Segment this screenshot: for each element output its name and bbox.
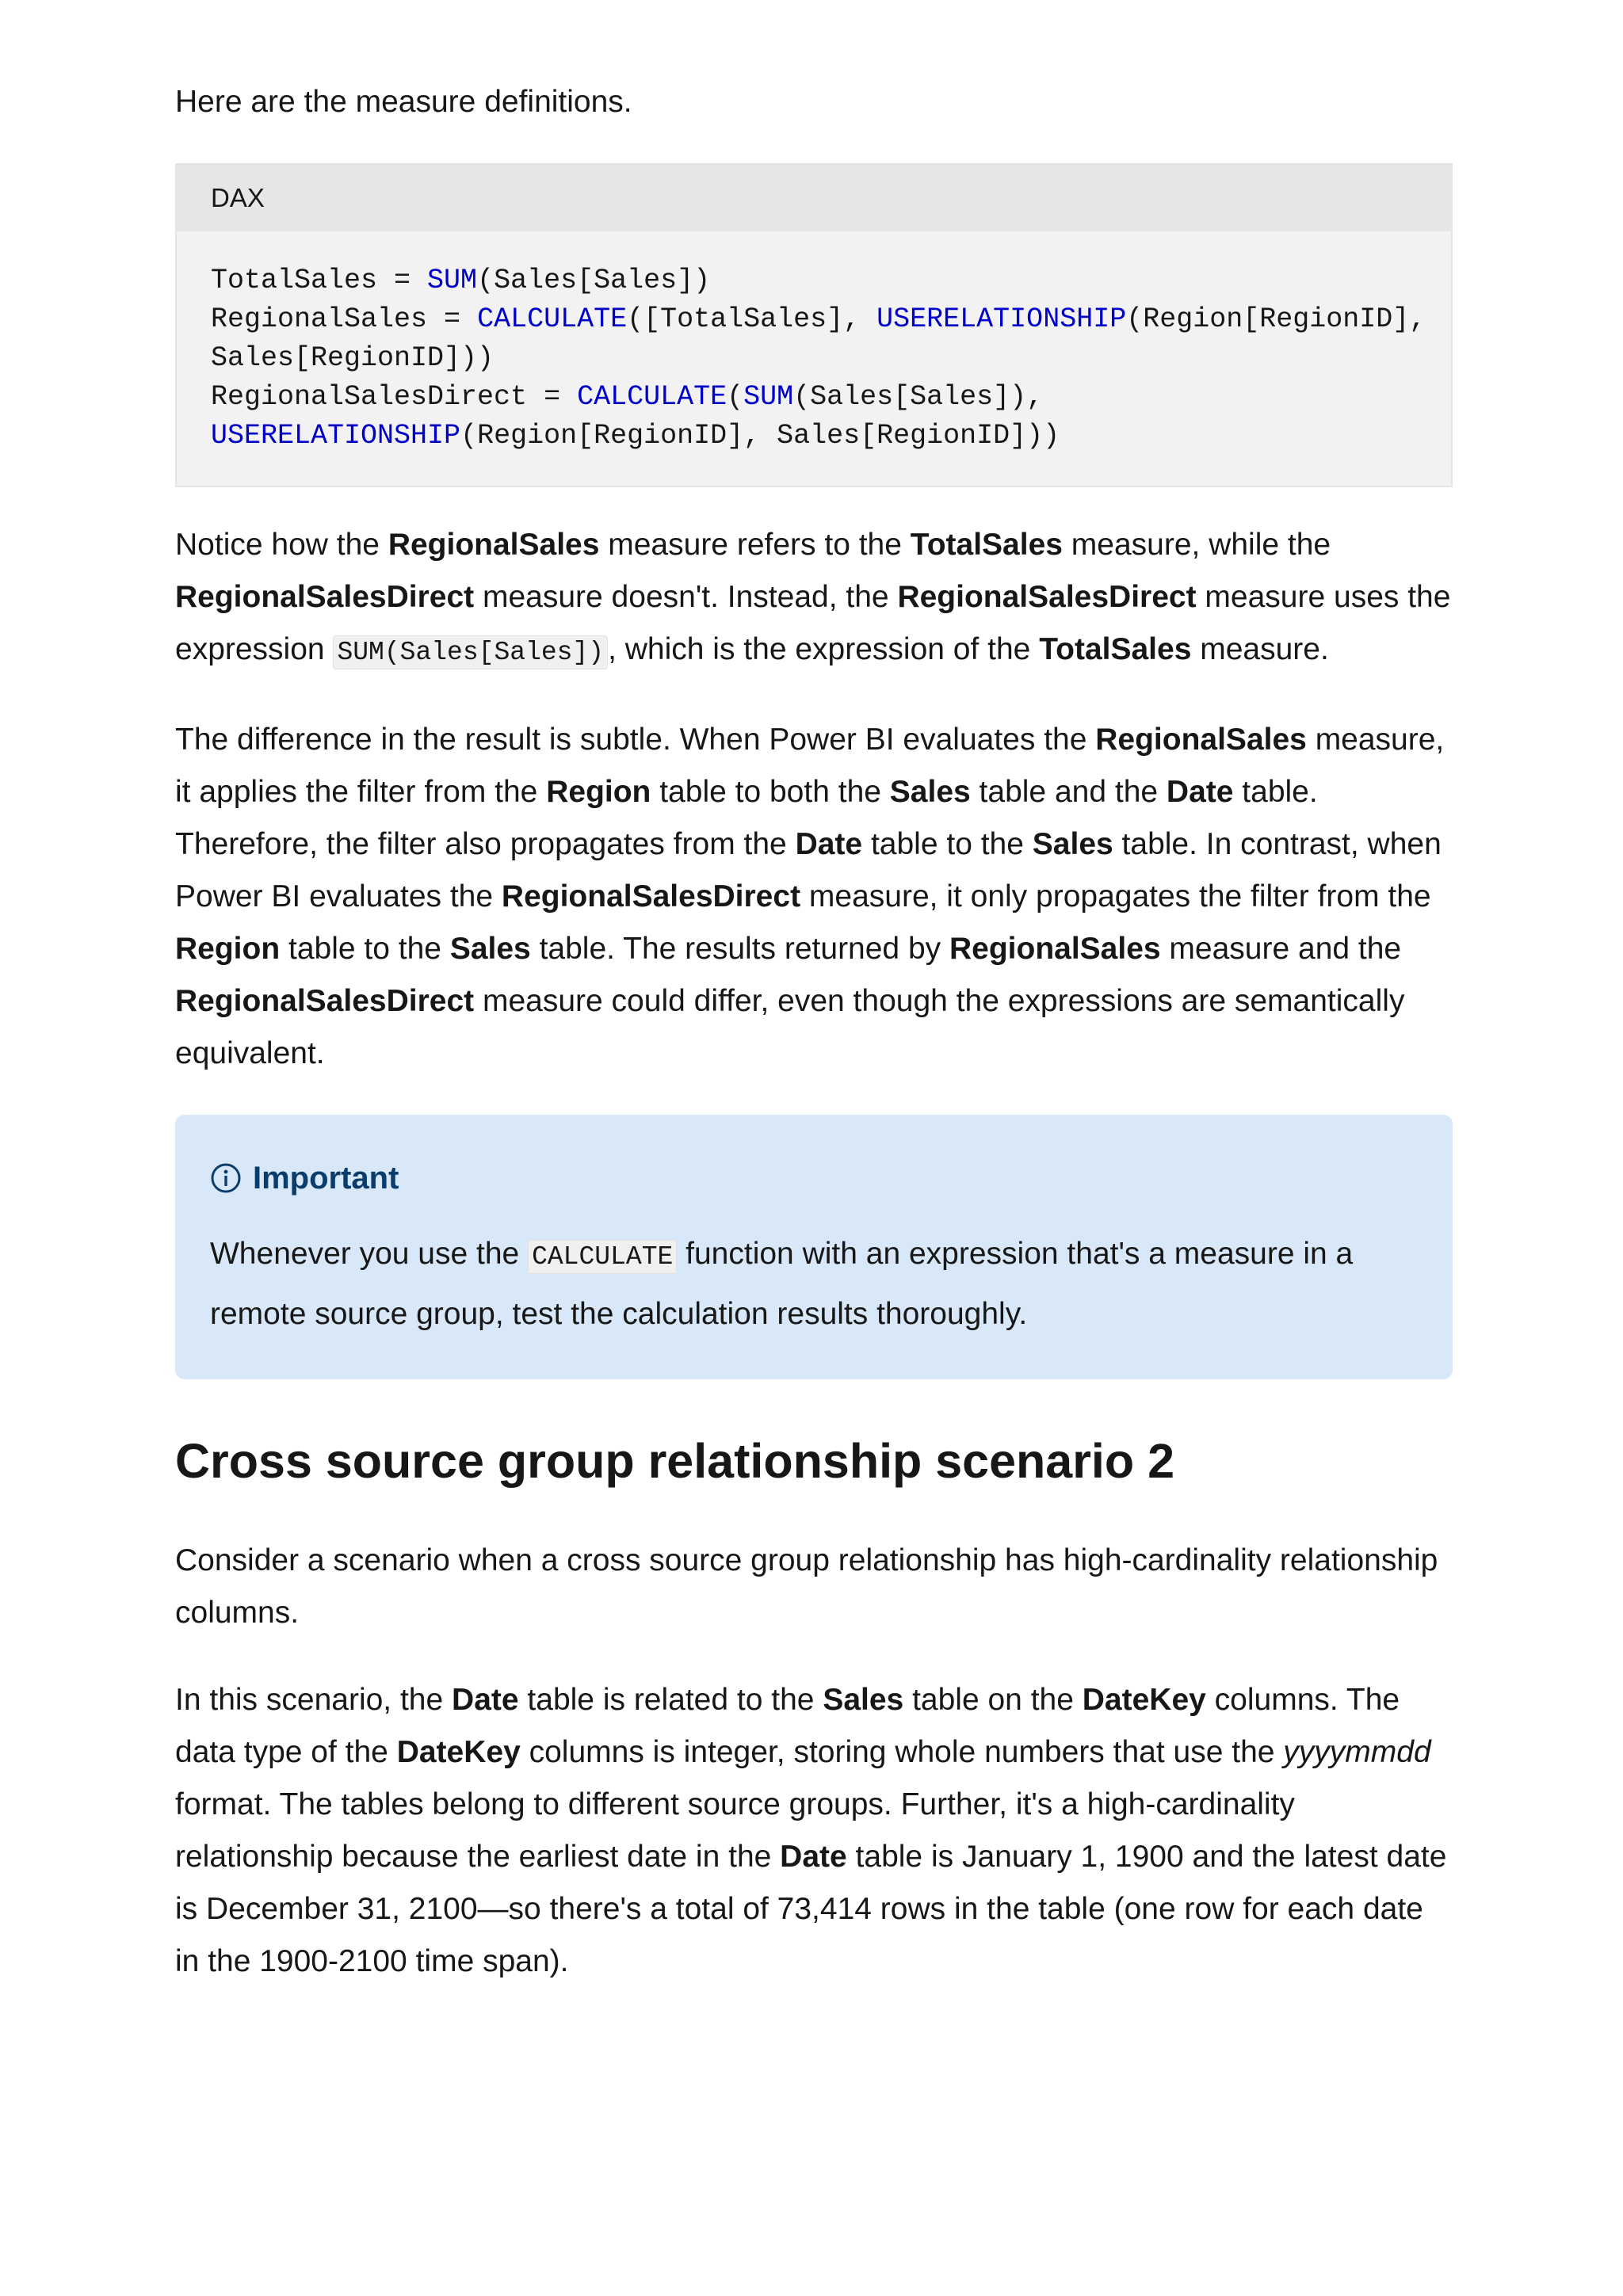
code-keyword: SUM bbox=[427, 265, 478, 296]
code-line: TotalSales = SUM(Sales[Sales]) bbox=[211, 265, 711, 296]
bold-term: TotalSales bbox=[1039, 632, 1192, 666]
bold-term: RegionalSalesDirect bbox=[501, 879, 801, 913]
paragraph-scenario-detail: In this scenario, the Date table is related to the Sales table on the DateKey columns. The data type of the DateKey columns is integer, storing whole numbers that use the yyyymmdd format. The tables belong to different source groups. Further, it's a high-cardinality relationship because the earliest date in the Date table is January 1, 1900 and the latest date is December 31, 2100—so there's a total of 73,414 rows in the table (one row for each date in the 1900-2100 time span). bbox=[175, 1683, 1447, 1978]
inline-code: CALCULATE bbox=[528, 1240, 677, 1274]
italic-term: yyyymmdd bbox=[1283, 1735, 1431, 1769]
bold-term: RegionalSalesDirect bbox=[175, 580, 475, 614]
section-heading: Cross source group relationship scenario 2 bbox=[175, 1434, 1175, 1488]
paragraph-measure-notice: Notice how the RegionalSales measure refers to the TotalSales measure, while the RegionalSalesDirect measure doesn't. Instead, the RegionalSalesDirect measure uses the expression SUM(Sales[Sales]) , which is the expression of the TotalSales measure. bbox=[175, 519, 1453, 679]
code-keyword: CALCULATE bbox=[577, 381, 727, 413]
bold-term: RegionalSalesDirect bbox=[897, 580, 1197, 614]
bold-term: RegionalSales bbox=[949, 932, 1161, 966]
code-line: RegionalSales = CALCULATE([TotalSales], USERELATIONSHIP(Region[RegionID], bbox=[211, 303, 1426, 335]
info-icon bbox=[210, 1162, 242, 1194]
article-content bbox=[175, 76, 1453, 2023]
bold-term: Date bbox=[780, 1840, 847, 1874]
bold-term: Sales bbox=[1032, 827, 1113, 861]
bold-term: DateKey bbox=[396, 1735, 521, 1769]
code-keyword: USERELATIONSHIP bbox=[211, 420, 461, 452]
bold-term: Date bbox=[795, 827, 863, 861]
bold-term: Sales bbox=[449, 932, 531, 966]
callout-title: Important bbox=[253, 1161, 399, 1196]
paragraph-difference: The difference in the result is subtle. When Power BI evaluates the RegionalSales measure, it applies the filter from the Region table to both the Sales table and the Date table. Therefore, the filter also propagates from the Date table to the Sales table. In contrast, when Power BI evaluates the RegionalSalesDirect measure, it only propagates the filter from the Region table to the Sales table. The results returned by RegionalSales measure and the RegionalSalesDirect measure could differ, even though the expressions are semantically equivalent. bbox=[175, 723, 1445, 1070]
callout-header bbox=[210, 1154, 1418, 1202]
bold-term: Region bbox=[546, 775, 651, 809]
important-callout bbox=[175, 1115, 1453, 1379]
intro-paragraph: Here are the measure definitions. bbox=[175, 85, 632, 119]
code-keyword: USERELATIONSHIP bbox=[876, 303, 1127, 335]
code-language-label: DAX bbox=[177, 165, 1451, 231]
inline-code: SUM(Sales[Sales]) bbox=[333, 635, 608, 669]
callout-body: Whenever you use the CALCULATE function with an expression that's a measure in a remote source group, test the calculation results thoroughly. bbox=[210, 1237, 1354, 1331]
code-line: RegionalSalesDirect = CALCULATE(SUM(Sales[Sales]), bbox=[211, 381, 1044, 413]
code-body[interactable] bbox=[177, 231, 1451, 486]
code-keyword: CALCULATE bbox=[477, 303, 628, 335]
paragraph-scenario-intro: Consider a scenario when a cross source group relationship has high-cardinality relationship columns. bbox=[175, 1543, 1438, 1630]
code-line: USERELATIONSHIP(Region[RegionID], Sales[RegionID])) bbox=[211, 420, 1060, 452]
bold-term: Date bbox=[1166, 775, 1234, 809]
bold-term: Sales bbox=[823, 1683, 904, 1717]
code-line: Sales[RegionID])) bbox=[211, 342, 495, 374]
bold-term: Date bbox=[452, 1683, 519, 1717]
bold-term: RegionalSales bbox=[388, 528, 600, 562]
code-keyword: SUM bbox=[743, 381, 794, 413]
bold-term: RegionalSales bbox=[1095, 723, 1307, 757]
bold-term: RegionalSalesDirect bbox=[175, 984, 475, 1018]
code-block bbox=[175, 163, 1453, 487]
bold-term: Sales bbox=[889, 775, 971, 809]
bold-term: DateKey bbox=[1082, 1683, 1206, 1717]
bold-term: TotalSales bbox=[910, 528, 1063, 562]
bold-term: Region bbox=[175, 932, 281, 966]
